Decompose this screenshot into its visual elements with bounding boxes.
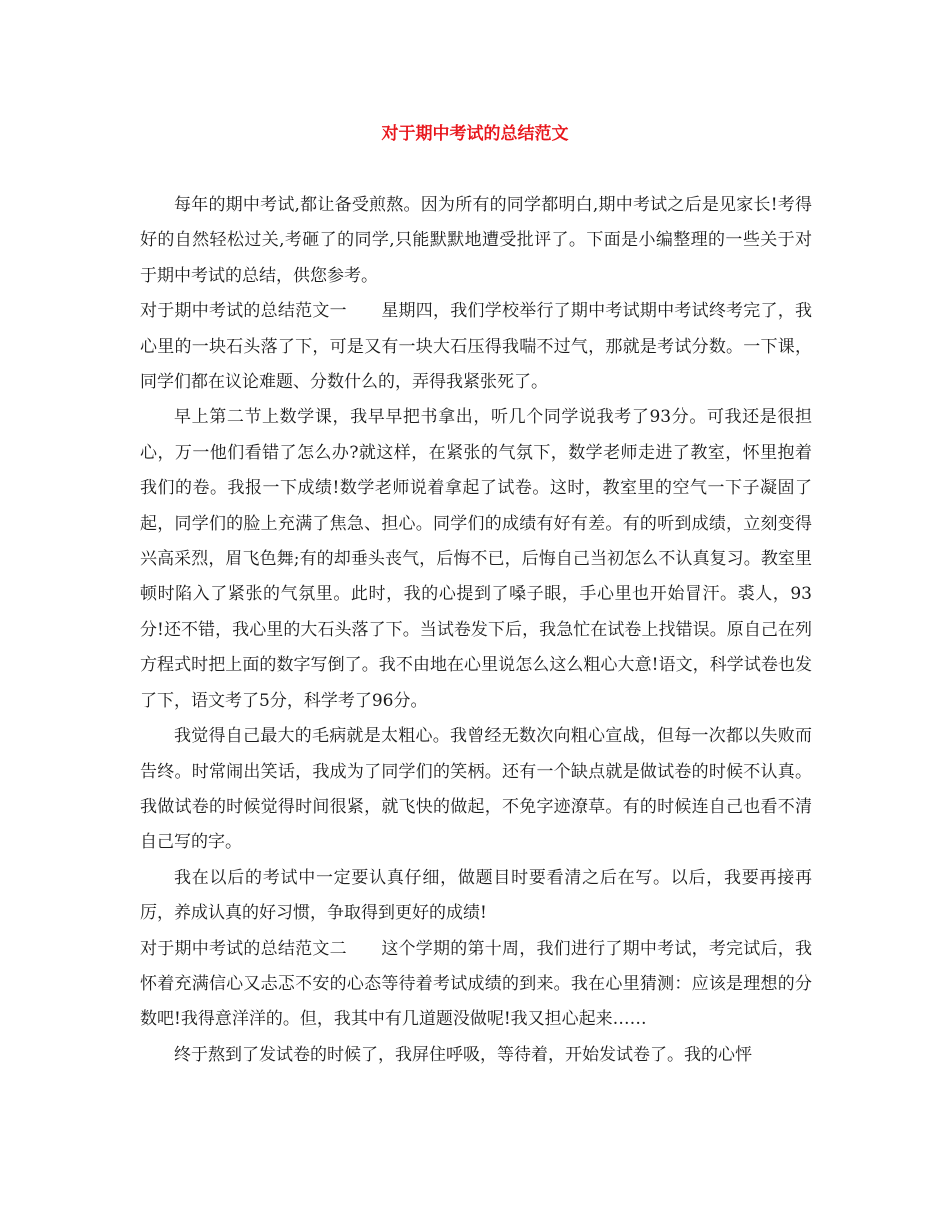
paragraph-carelessness: 我觉得自己最大的毛病就是太粗心。我曾经无数次向粗心宣战，但每一次都以失败而告终。时常闹出笑话，我成为了同学们的笑柄。还有一个缺点就是做试卷的时候不认真。我做试卷的时候觉得时间很紧，就飞快的做起，不免字迹潦草。有的时候连自己也看不清自己写的字。 (140, 726, 812, 853)
paragraph-math-class: 早上第二节上数学课，我早早把书拿出，听几个同学说我考了93分。可我还是很担心，万一他们看错了怎么办?就这样，在紧张的气氛下，数学老师走进了教室，怀里抱着我们的卷。我报一下成绩!数学老师说着拿起了试卷。这时，教室里的空气一下子凝固了起，同学们的脸上充满了焦急、担心。同学们的成绩有好有差。有的听到成绩，立刻变得兴高采烈，眉飞色舞;有的却垂头丧气，后悔不已，后悔自己当初怎么不认真复习。教室里顿时陷入了紧张的气氛里。此时，我的心提到了嗓子眼，手心里也开始冒汗。裘人，93分!还不错，我心里的大石头落了下。当试卷发下后，我急忙在试卷上找错误。原自己在列方程式时把上面的数字写倒了。我不由地在心里说怎么这么粗心大意!语文，科学试卷也发了下，语文考了5分，科学考了96分。 (140, 407, 812, 711)
paragraph-essay-one-start: 对于期中考试的总结范文一 星期四，我们学校举行了期中考试期中考试终考完了，我心里的一块石头落了下，可是又有一块大石压得我喘不过气，那就是考试分数。一下课，同学们都在议论难题、分数什么的，弄得我紧张死了。 (140, 301, 812, 393)
paragraph-essay-two-start: 对于期中考试的总结范文二 这个学期的第十周，我们进行了期中考试，考完试后，我怀着充满信心又忐忑不安的心态等待着考试成绩的到来。我在心里猜测：应该是理想的分数吧!我得意洋洋的。但，我其中有几道题没做呢!我又担心起来…… (140, 938, 812, 1030)
paragraph-waiting-results: 终于熬到了发试卷的时候了，我屏住呼吸，等待着，开始发试卷了。我的心怦 (174, 1044, 752, 1065)
document-body (140, 188, 812, 1073)
paragraph-resolution: 我在以后的考试中一定要认真仔细，做题目时要看清之后在写。以后，我要再接再厉，养成认真的好习惯，争取得到更好的成绩! (140, 867, 812, 924)
paragraph-intro: 每年的期中考试,都让备受煎熬。因为所有的同学都明白,期中考试之后是见家长!考得好的自然轻松过关,考砸了的同学,只能默默地遭受批评了。下面是小编整理的一些关于对于期中考试的总结，供您参考。 (140, 195, 812, 286)
document-title: 对于期中考试的总结范文 (381, 124, 569, 144)
